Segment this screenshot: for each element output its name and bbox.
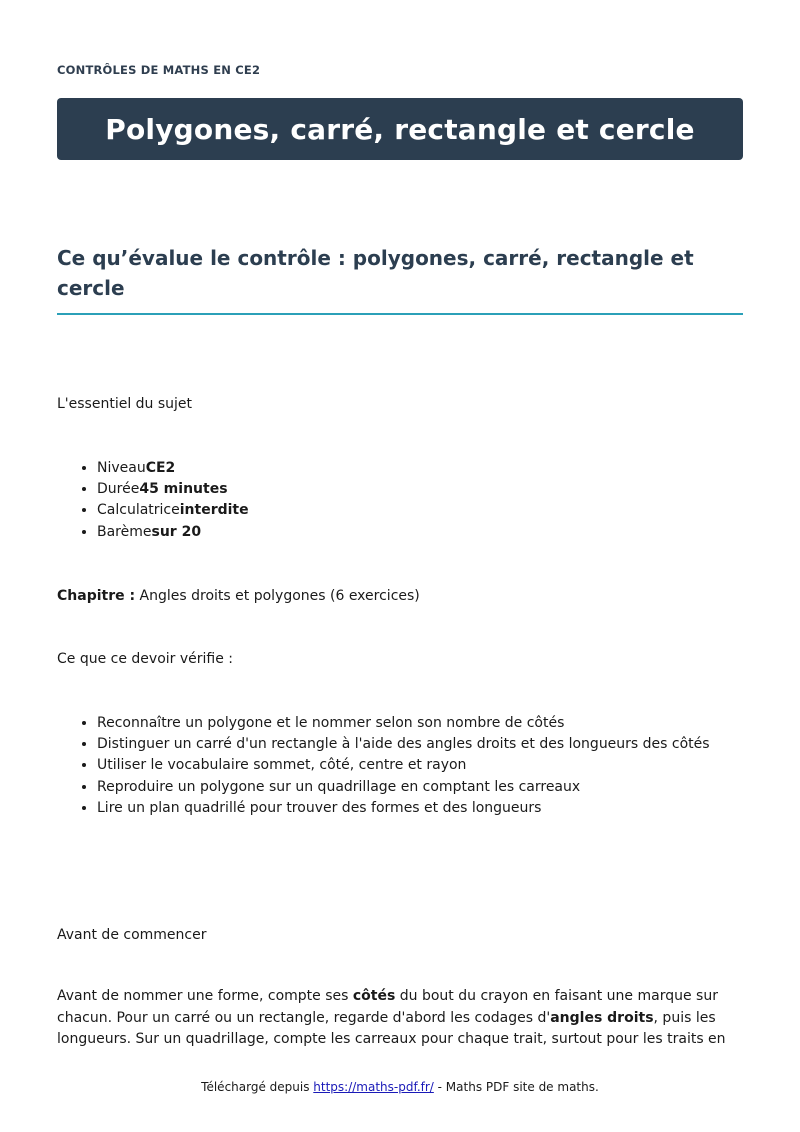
list-item: • Calculatriceinterdite (97, 500, 249, 521)
list-item: • Lire un plan quadrillé pour trouver des formes et des longueurs (97, 798, 710, 819)
section-heading: Ce qu’évalue le contrôle : polygones, carré, rectangle et cercle (57, 243, 743, 315)
list-item: • Durée45 minutes (97, 479, 249, 500)
checks-label: Ce que ce devoir vérifie : (57, 651, 234, 667)
list-item: • Barèmesur 20 (97, 522, 249, 543)
document-kicker: CONTRÔLES DE MATHS EN CE2 (57, 63, 261, 77)
list-item: • Distinguer un carré d'un rectangle à l'aide des angles droits et des longueurs des côtés (97, 734, 710, 755)
list-item: • NiveauCE2 (97, 458, 249, 479)
checks-list (57, 713, 710, 819)
essentials-label: L'essentiel du sujet (57, 396, 193, 412)
before-paragraph: Avant de nommer une forme, compte ses côtés du bout du crayon en faisant une marque sur chacun. Pour un carré ou un rectangle, regarde d'abord les codages d'angles droits, puis les longueurs. Sur un quadrillage, compte les carreaux pour chaque trait, surtout pour les traits en (57, 988, 726, 1047)
title-banner (57, 98, 743, 160)
chapter-line: Chapitre : Angles droits et polygones (6 exercices) (57, 588, 420, 604)
list-item: • Reconnaître un polygone et le nommer selon son nombre de côtés (97, 713, 710, 734)
before-label: Avant de commencer (57, 927, 207, 943)
page-title: Polygones, carré, rectangle et cercle (105, 112, 695, 146)
footer: Téléchargé depuis https://maths-pdf.fr/ - Maths PDF site de maths. (201, 1080, 599, 1094)
source-link[interactable]: https://maths-pdf.fr/ (313, 1080, 434, 1094)
list-item: • Utiliser le vocabulaire sommet, côté, centre et rayon (97, 755, 710, 776)
essentials-list (57, 458, 249, 543)
list-item: • Reproduire un polygone sur un quadrillage en comptant les carreaux (97, 777, 710, 798)
